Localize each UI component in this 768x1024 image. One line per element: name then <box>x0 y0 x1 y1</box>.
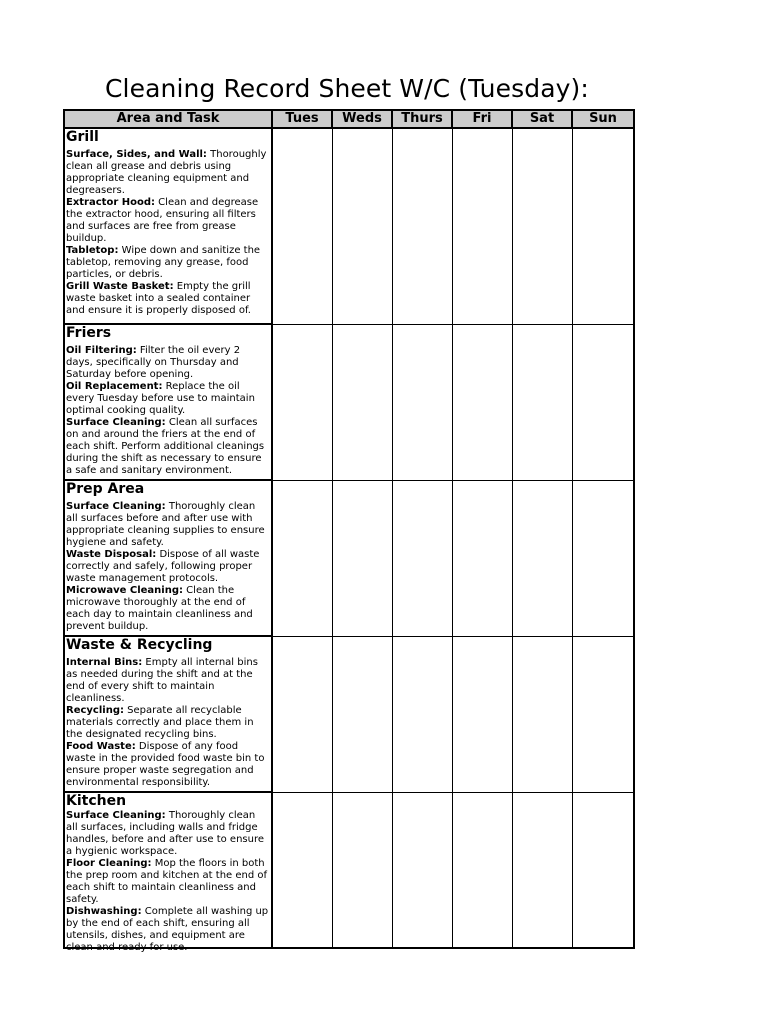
check-cell-fri[interactable] <box>452 636 512 792</box>
check-cell-fri[interactable] <box>452 792 512 948</box>
task-label: Dishwashing: <box>66 906 142 917</box>
task-label: Surface Cleaning: <box>66 810 166 821</box>
page-title: Cleaning Record Sheet W/C (Tuesday): <box>105 74 589 103</box>
table-row-friers <box>64 324 634 480</box>
task-label: Surface Cleaning: <box>66 417 166 428</box>
task-text: Mop the floors in both the prep room and kitchen at the end of each shift to maintain cleanliness and safety. <box>66 858 268 905</box>
task-item <box>66 245 270 281</box>
task-label: Grill Waste Basket: <box>66 281 174 292</box>
task-item <box>66 549 270 585</box>
check-cell-sat[interactable] <box>512 636 572 792</box>
check-cell-sat[interactable] <box>512 324 572 480</box>
column-header-tues: Tues <box>272 110 332 128</box>
area-cell-waste-recycling <box>64 636 272 792</box>
column-header-thurs: Thurs <box>392 110 452 128</box>
table-row-prep-area <box>64 480 634 636</box>
task-text: Empty all internal bins as needed during the shift and at the end of every shift to maintain cleanliness. <box>66 657 258 704</box>
task-text: Thoroughly clean all grease and debris using appropriate cleaning equipment and degreasers. <box>66 149 267 196</box>
task-item <box>66 501 270 549</box>
column-header-area-task: Area and Task <box>64 110 272 128</box>
task-label: Recycling: <box>66 705 124 716</box>
area-name: Kitchen <box>66 793 127 809</box>
table-row-waste-recycling <box>64 636 634 792</box>
area-name: Grill <box>66 129 99 145</box>
task-text: Empty the grill waste basket into a sealed container and ensure it is properly disposed of. <box>66 281 251 316</box>
area-cell-kitchen <box>64 792 272 953</box>
task-item <box>66 381 270 417</box>
column-header-sat: Sat <box>512 110 572 128</box>
task-item <box>66 810 270 858</box>
check-cell-sun[interactable] <box>572 324 634 480</box>
task-item <box>66 345 270 381</box>
check-cell-tues[interactable] <box>272 324 332 480</box>
task-item <box>66 858 270 906</box>
task-item <box>66 657 270 705</box>
table-row-grill <box>64 128 634 324</box>
task-item <box>66 585 270 633</box>
task-item <box>66 906 270 954</box>
task-text: Separate all recyclable materials correctly and place them in the designated recycling bins. <box>66 705 254 740</box>
check-cell-fri[interactable] <box>452 480 512 636</box>
check-cell-thurs[interactable] <box>392 792 452 948</box>
task-item <box>66 281 270 317</box>
task-label: Microwave Cleaning: <box>66 585 183 596</box>
check-cell-weds[interactable] <box>332 636 392 792</box>
check-cell-sat[interactable] <box>512 128 572 324</box>
check-cell-tues[interactable] <box>272 128 332 324</box>
check-cell-thurs[interactable] <box>392 480 452 636</box>
check-cell-weds[interactable] <box>332 128 392 324</box>
task-text: Thoroughly clean all surfaces before and after use with appropriate cleaning supplies to ensure hygiene and safety. <box>66 501 265 548</box>
check-cell-sun[interactable] <box>572 792 634 948</box>
task-text: Dispose of all waste correctly and safely, following proper waste management protocols. <box>66 549 260 584</box>
task-text: Replace the oil every Tuesday before use to maintain optimal cooking quality. <box>66 381 255 416</box>
area-name: Friers <box>66 325 112 341</box>
check-cell-sun[interactable] <box>572 480 634 636</box>
check-cell-sun[interactable] <box>572 128 634 324</box>
column-header-sun: Sun <box>572 110 634 128</box>
task-label: Tabletop: <box>66 245 119 256</box>
task-item <box>66 197 270 245</box>
task-label: Food Waste: <box>66 741 136 752</box>
check-cell-weds[interactable] <box>332 324 392 480</box>
area-cell-prep-area <box>64 480 272 636</box>
task-text: Thoroughly clean all surfaces, including walls and fridge handles, before and after use to ensure a hygienic workspace. <box>66 810 265 857</box>
check-cell-fri[interactable] <box>452 324 512 480</box>
cleaning-record-table <box>63 109 635 953</box>
check-cell-tues[interactable] <box>272 480 332 636</box>
task-label: Waste Disposal: <box>66 549 157 560</box>
task-item <box>66 741 270 789</box>
task-item <box>66 417 270 477</box>
area-cell-grill <box>64 128 272 324</box>
check-cell-fri[interactable] <box>452 128 512 324</box>
task-text: Clean and degrease the extractor hood, ensuring all filters and surfaces are free from grease buildup. <box>66 197 259 244</box>
check-cell-thurs[interactable] <box>392 636 452 792</box>
task-text: Wipe down and sanitize the tabletop, removing any grease, food particles, or debris. <box>66 245 261 280</box>
check-cell-sat[interactable] <box>512 480 572 636</box>
check-cell-tues[interactable] <box>272 636 332 792</box>
area-name: Prep Area <box>66 481 145 497</box>
task-label: Surface, Sides, and Wall: <box>66 149 207 160</box>
header-row <box>64 110 634 128</box>
check-cell-sun[interactable] <box>572 636 634 792</box>
task-label: Oil Filtering: <box>66 345 137 356</box>
task-text: Clean all surfaces on and around the friers at the end of each shift. Perform additional cleanings during the shift as necessary to ensure a safe and sanitary environment. <box>66 417 265 476</box>
check-cell-weds[interactable] <box>332 792 392 948</box>
check-cell-sat[interactable] <box>512 792 572 948</box>
check-cell-tues[interactable] <box>272 792 332 948</box>
check-cell-weds[interactable] <box>332 480 392 636</box>
task-text: Complete all washing up by the end of each shift, ensuring all utensils, dishes, and equipment are clean and ready for use. <box>66 906 269 953</box>
check-cell-thurs[interactable] <box>392 128 452 324</box>
area-name: Waste & Recycling <box>66 637 213 653</box>
column-header-fri: Fri <box>452 110 512 128</box>
task-label: Internal Bins: <box>66 657 143 668</box>
task-item <box>66 149 270 197</box>
column-header-weds: Weds <box>332 110 392 128</box>
task-text: Clean the microwave thoroughly at the end of each day to maintain cleanliness and prevent buildup. <box>66 585 253 632</box>
task-label: Floor Cleaning: <box>66 858 152 869</box>
task-text: Filter the oil every 2 days, specifically on Thursday and Saturday before opening. <box>66 345 241 380</box>
task-item <box>66 705 270 741</box>
task-label: Surface Cleaning: <box>66 501 166 512</box>
task-label: Oil Replacement: <box>66 381 163 392</box>
area-cell-friers <box>64 324 272 480</box>
task-label: Extractor Hood: <box>66 197 155 208</box>
check-cell-thurs[interactable] <box>392 324 452 480</box>
task-text: Dispose of any food waste in the provided food waste bin to ensure proper waste segregation and environmental responsibility. <box>66 741 265 788</box>
table-row-kitchen <box>64 792 634 948</box>
